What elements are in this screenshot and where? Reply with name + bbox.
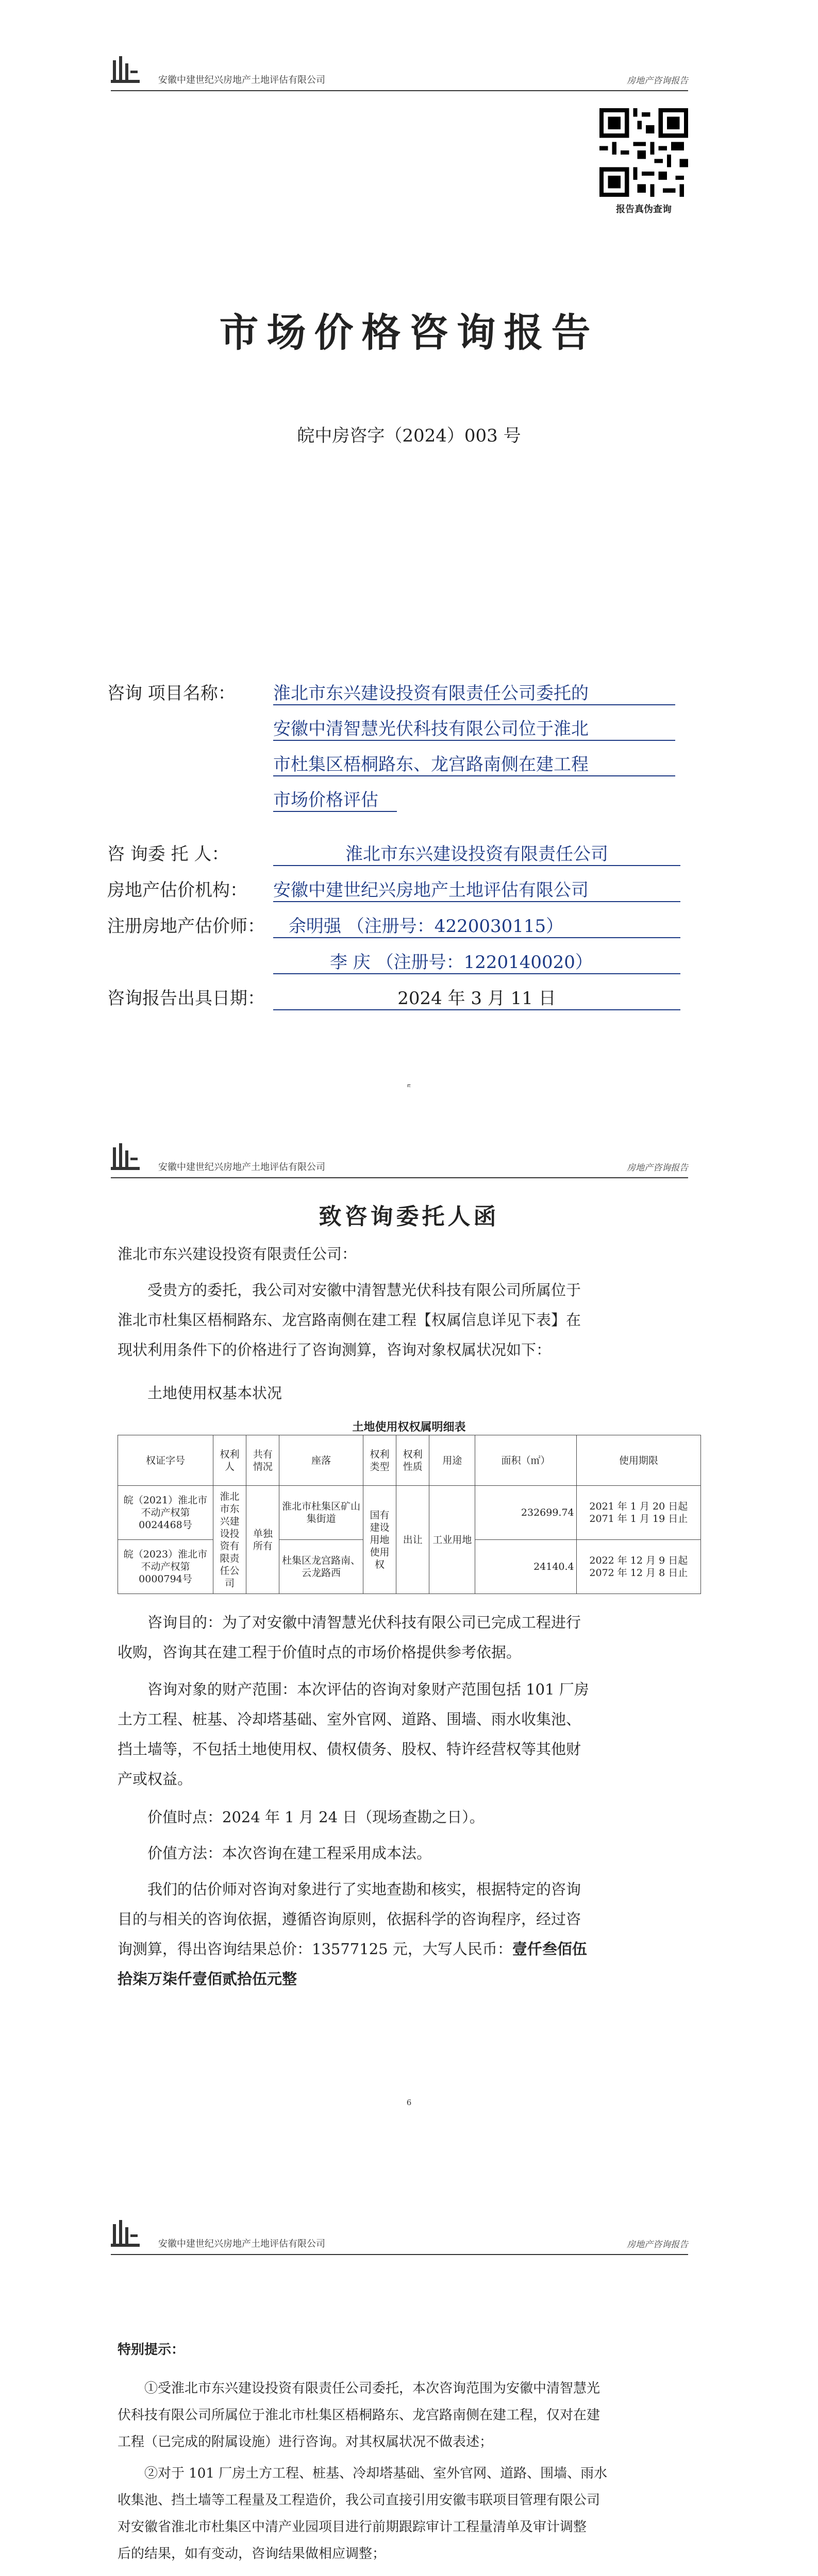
notes-title: 特别提示： — [118, 2342, 185, 2358]
header-company: 安徽中建世纪兴房地产土地评估有限公司 — [158, 1162, 325, 1172]
header-tag: 房地产咨询报告 — [627, 1163, 688, 1173]
header-tag: 房地产咨询报告 — [627, 2240, 688, 2249]
text-line: ②对于 101 厂房土方工程、桩基、冷却塔基础、室外官网、道路、围墙、雨水 — [144, 2466, 608, 2481]
appraiser-2: 李 庆 （注册号：1220140020） — [273, 948, 680, 974]
letter-p1 — [118, 1275, 690, 1365]
company-logo-icon — [111, 2220, 140, 2251]
header-company: 安徽中建世纪兴房地产土地评估有限公司 — [158, 2239, 325, 2249]
company-logo-icon — [111, 56, 140, 87]
page-header — [111, 2213, 688, 2255]
company-logo-icon — [111, 1143, 140, 1174]
amount-caps: 壹仟叁佰伍 — [512, 1940, 587, 1958]
th-type: 权利类型 — [363, 1435, 396, 1486]
note-3 — [118, 2573, 690, 2576]
th-nature: 权利性质 — [396, 1435, 429, 1486]
project-label: 咨询 项目名称： — [107, 683, 236, 704]
th-loc: 座落 — [279, 1435, 363, 1486]
cell-type: 国有建设用地使用权 — [363, 1486, 396, 1594]
cell-owner: 淮北市东兴建设投资有限责任公司 — [213, 1486, 246, 1594]
text-line — [118, 2573, 690, 2576]
cell-loc: 淮北市杜集区矿山集街道 — [279, 1486, 363, 1540]
th-owner: 权利人 — [213, 1435, 246, 1486]
header-company: 安徽中建世纪兴房地产土地评估有限公司 — [158, 75, 325, 85]
project-line-1: 淮北市东兴建设投资有限责任公司委托的 — [273, 679, 675, 705]
cell-cert: 皖（2021）淮北市不动产权第0024468号 — [118, 1486, 213, 1540]
header-tag: 房地产咨询报告 — [627, 76, 688, 86]
land-intro: 土地使用权基本状况 — [147, 1384, 282, 1402]
text-line: 产或权益。 — [118, 1770, 193, 1788]
text-line: 收集池、挡土墙等工程量及工程造价，我公司直接引用安徽韦联项目管理有限公司 — [118, 2493, 600, 2508]
appraiser-label: 注册房地产估价师： — [107, 916, 265, 937]
cell-share: 单独所有 — [246, 1486, 279, 1594]
th-cert: 权证字号 — [118, 1435, 213, 1486]
note-1 — [118, 2375, 690, 2455]
text-line: 挡土墙等，不包括土地使用权、债权债务、股权、特许经营权等其他财 — [118, 1740, 581, 1758]
cell-area: 232699.74 — [475, 1486, 576, 1540]
project-line-3: 市杜集区梧桐路东、龙宫路南侧在建工程 — [273, 750, 675, 776]
text-line: 我们的估价师对咨询对象进行了实地查勘和核实，根据特定的咨询 — [147, 1880, 581, 1898]
project-line-2: 安徽中清智慧光伏科技有限公司位于淮北 — [273, 715, 675, 741]
text-line: 后的结果，如有变动，咨询结果做相应调整； — [118, 2546, 386, 2562]
th-share: 共有情况 — [246, 1435, 279, 1486]
th-use: 用途 — [429, 1435, 475, 1486]
text-line: 现状利用条件下的价格进行了咨询测算，咨询对象权属状况如下： — [118, 1341, 552, 1359]
text-line: ①受淮北市东兴建设投资有限责任公司委托，本次咨询范围为安徽中清智慧光 — [144, 2381, 600, 2396]
value-method: 价值方法：本次咨询在建工程采用成本法。 — [147, 1844, 432, 1862]
cover-page — [0, 0, 818, 1079]
cell-term: 2021 年 1 月 20 日起 2071 年 1 月 19 日止 — [576, 1486, 700, 1540]
letter-p3 — [118, 1674, 690, 1794]
text-line: 咨询对象的财产范围：本次评估的咨询对象财产范围包括 101 厂房 — [147, 1681, 589, 1698]
qr-code[interactable] — [599, 108, 688, 197]
cell-cert: 皖（2023）淮北市不动产权第0000794号 — [118, 1540, 213, 1594]
text-line: 收购，咨询其在建工程于价值时点的市场价格提供参考依据。 — [118, 1643, 522, 1661]
page-header — [111, 49, 688, 91]
text-line: 受贵方的委托，我公司对安徽中清智慧光伏科技有限公司所属位于 — [147, 1281, 581, 1299]
note-2 — [118, 2460, 690, 2567]
page-header — [111, 1136, 688, 1178]
org-value: 安徽中建世纪兴房地产土地评估有限公司 — [273, 876, 680, 902]
cell-area: 24140.4 — [475, 1540, 576, 1594]
letter-p2 — [118, 1607, 690, 1667]
text-line: 对安徽省淮北市杜集区中清产业园项目进行前期跟踪审计工程量清单及审计调整 — [118, 2519, 587, 2535]
cell-nature: 出让 — [396, 1486, 429, 1594]
date-label: 咨询报告出具日期： — [107, 988, 265, 1009]
project-line-4: 市场价格评估 — [273, 786, 397, 812]
text-line: 目的与相关的咨询依据，遵循咨询原则，依据科学的咨询程序，经过咨 — [118, 1910, 581, 1928]
cell-loc: 杜集区龙宫路南、云龙路西 — [279, 1540, 363, 1594]
report-title: 市场价格咨询报告 — [219, 310, 599, 355]
qr-caption: 报告真伪查询 — [616, 204, 672, 215]
amount-caps-line-2: 拾柒万柒仟壹佰贰拾伍元整 — [118, 1970, 297, 1988]
qr-code-icon — [599, 108, 688, 197]
value-date: 价值时点：2024 年 1 月 24 日（现场查勘之日）。 — [147, 1808, 485, 1826]
notes-page — [0, 2164, 818, 2576]
letter-p6 — [118, 1874, 690, 1994]
table-title: 土地使用权权属明细表 — [352, 1420, 466, 1434]
text-line: 询测算，得出咨询结果总价：13577125 元，大写人民币：壹仟叁佰伍 — [118, 1940, 587, 1958]
text-line: 淮北市杜集区梧桐路东、龙宫路南侧在建工程【权属信息详见下表】在 — [118, 1311, 581, 1329]
org-label: 房地产估价机构： — [107, 880, 247, 901]
th-term: 使用期限 — [576, 1435, 700, 1486]
letter-title: 致咨询委托人函 — [319, 1204, 499, 1230]
document-number: 皖中房咨字（2024）003 号 — [297, 426, 521, 446]
text-line: 工程（已完成的附属设施）进行咨询。对其权属状况不做表述； — [118, 2434, 493, 2450]
cell-term: 2022 年 12 月 9 日起 2072 年 12 月 8 日止 — [576, 1540, 700, 1594]
date-value: 2024 年 3 月 11 日 — [273, 984, 680, 1010]
text-line: 咨询目的：为了对安徽中清智慧光伏科技有限公司已完成工程进行 — [147, 1614, 581, 1631]
th-area: 面积（㎡） — [475, 1435, 576, 1486]
page-number: 6 — [406, 2098, 412, 2107]
land-table — [118, 1435, 701, 1594]
table-row — [118, 1486, 701, 1540]
text-line: 土方工程、桩基、冷却塔基础、室外官网、道路、围墙、雨水收集池、 — [118, 1710, 581, 1728]
appraiser-1: 余明强 （注册号：4220030115） — [273, 912, 680, 938]
cell-use: 工业用地 — [429, 1486, 475, 1594]
letter-page — [0, 1087, 818, 2169]
client-label: 咨 询委 托 人： — [107, 844, 229, 865]
client-value: 淮北市东兴建设投资有限责任公司 — [273, 840, 680, 866]
addressee: 淮北市东兴建设投资有限责任公司： — [118, 1245, 357, 1263]
text-line: 伏科技有限公司所属位于淮北市杜集区梧桐路东、龙宫路南侧在建工程，仅对在建 — [118, 2408, 600, 2423]
